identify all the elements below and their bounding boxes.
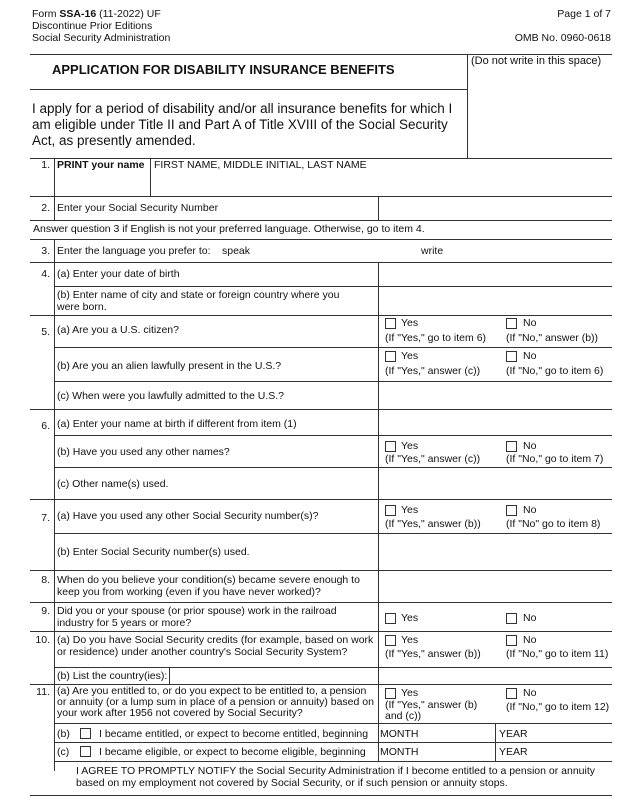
intro-statement: I apply for a period of disability and/or all insurance benefits for which I am eligible under Title II and Part A of Title XVIII of the Social Security Act, as presently amended.: [32, 101, 453, 148]
name-input[interactable]: [151, 172, 611, 194]
agency-name: Social Security Administration: [32, 32, 171, 44]
q5b-label: (b) Are you an alien lawfully present in the U.S.?: [57, 360, 282, 372]
other-ssn-input[interactable]: [380, 534, 610, 569]
other-names-input[interactable]: [380, 468, 610, 498]
q11a-no-checkbox[interactable]: [506, 688, 517, 699]
q6a-label: (a) Enter your name at birth if different from item (1): [57, 418, 297, 430]
q11a-no-label: No: [523, 687, 537, 699]
q10b-label: (b) List the country(ies):: [57, 670, 168, 682]
q9-yes-label: Yes: [401, 612, 419, 624]
q10a-no-label: No: [523, 634, 537, 646]
omb-number: OMB No. 0960-0618: [514, 32, 611, 44]
q7a-no-note: (If "No" go to item 8): [506, 518, 601, 530]
birthplace-input[interactable]: [380, 287, 610, 314]
q2-number: 2.: [41, 202, 50, 214]
q6b-no-note: (If "No," go to item 7): [506, 453, 604, 465]
q3-instruction: Answer question 3 if English is not your preferred language. Otherwise, go to item 4.: [33, 223, 425, 235]
q8-number: 8.: [41, 574, 50, 586]
q11b-label: I became entitled, or expect to become entitled, beginning: [99, 728, 369, 740]
form-number: Form SSA-16 (11-2022) UF: [32, 8, 161, 20]
q11b-checkbox[interactable]: [80, 728, 91, 739]
q5a-no-note: (If "No," answer (b)): [506, 332, 599, 344]
q9-no-label: No: [523, 612, 537, 624]
q6c-label: (c) Other name(s) used.: [57, 478, 169, 490]
q7a-yes-checkbox[interactable]: [385, 505, 396, 516]
q10a-no-checkbox[interactable]: [506, 635, 517, 646]
write-label: write: [421, 245, 444, 257]
dob-input[interactable]: [380, 263, 610, 285]
q3-number: 3.: [41, 245, 50, 257]
q5b-no-note: (If "No," go to item 6): [506, 365, 604, 377]
q5a-yes-label: Yes: [401, 317, 419, 329]
q11-number: 11.: [36, 686, 50, 698]
q11c-year-input[interactable]: [530, 744, 610, 759]
q3-label: Enter the language you prefer to:: [57, 245, 211, 257]
q11c-year-label: YEAR: [499, 746, 528, 758]
page-number: Page 1 of 7: [557, 8, 611, 20]
q4a-label: (a) Enter your date of birth: [57, 268, 180, 280]
q11a-yes-label: Yes: [401, 687, 419, 699]
ssn-input[interactable]: [380, 197, 610, 219]
q11a-label: (a) Are you entitled to, or do you expect to be entitled to, a pension or annuity (or a lump sum in place of a pension or annuity) based on your work after 1956 not covered by Social Security?: [57, 685, 374, 719]
q4b-label: (b) Enter name of city and state or foreign country where you were born.: [57, 289, 340, 313]
q7-number: 7.: [41, 512, 50, 524]
q5b-no-checkbox[interactable]: [506, 351, 517, 362]
pension-notify-agreement: I AGREE TO PROMPTLY NOTIFY the Social Security Administration if I become entitled to a pension or annuity based on my employment not covered by Social Security, or if such pension or annuity stops.: [76, 765, 596, 789]
q5a-label: (a) Are you a U.S. citizen?: [57, 324, 179, 336]
q1-hint: FIRST NAME, MIDDLE INITIAL, LAST NAME: [154, 159, 367, 171]
q5b-yes-note: (If "Yes," answer (c)): [385, 365, 481, 377]
q11b-letter: (b): [57, 728, 70, 740]
q5c-label: (c) When were you lawfully admitted to the U.S.?: [57, 390, 285, 402]
q10a-yes-note: (If "Yes," answer (b)): [385, 648, 481, 660]
q6b-yes-note: (If "Yes," answer (c)): [385, 453, 481, 465]
q7a-no-label: No: [523, 504, 537, 516]
admission-date-input[interactable]: [380, 382, 610, 408]
write-language-input[interactable]: [450, 242, 610, 259]
q5b-yes-label: Yes: [401, 350, 419, 362]
q7a-label: (a) Have you used any other Social Security number(s)?: [57, 510, 319, 522]
q1-label: PRINT your name: [57, 159, 145, 171]
countries-input[interactable]: [171, 668, 610, 683]
q10-number: 10.: [35, 634, 50, 646]
q11b-month-label: MONTH: [380, 728, 419, 740]
birth-name-input[interactable]: [380, 410, 610, 434]
q6-number: 6.: [41, 420, 50, 432]
q4-number: 4.: [41, 268, 50, 280]
q11c-label: I became eligible, or expect to become eligible, beginning: [99, 746, 366, 758]
q7a-no-checkbox[interactable]: [506, 505, 517, 516]
q6b-yes-label: Yes: [401, 440, 419, 452]
q1-number: 1.: [41, 159, 50, 171]
q9-yes-checkbox[interactable]: [385, 613, 396, 624]
onset-date-input[interactable]: [380, 571, 610, 601]
q10a-yes-label: Yes: [401, 634, 419, 646]
q5a-yes-note: (If "Yes," go to item 6): [385, 332, 487, 344]
q6b-no-label: No: [523, 440, 537, 452]
q5b-no-label: No: [523, 350, 537, 362]
speak-language-input[interactable]: [258, 242, 408, 259]
q11c-month-label: MONTH: [380, 746, 419, 758]
q7a-yes-note: (If "Yes," answer (b)): [385, 518, 481, 530]
q8-label: When do you believe your condition(s) became severe enough to keep you from working (even if you have never worked)?: [57, 574, 360, 598]
q6b-yes-checkbox[interactable]: [385, 441, 396, 452]
office-use-label: (Do not write in this space): [471, 55, 602, 67]
discontinue-note: Discontinue Prior Editions: [32, 20, 153, 32]
q9-number: 9.: [41, 605, 50, 617]
q7a-yes-label: Yes: [401, 504, 419, 516]
q2-label: Enter your Social Security Number: [57, 202, 219, 214]
q5-number: 5.: [41, 326, 50, 338]
q5a-yes-checkbox[interactable]: [385, 318, 396, 329]
q11c-checkbox[interactable]: [80, 746, 91, 757]
q11c-letter: (c): [57, 746, 70, 758]
q9-label: Did you or your spouse (or prior spouse) work in the railroad industry for 5 years or more?: [57, 605, 337, 629]
q10a-label: (a) Do you have Social Security credits (for example, based on work or residence) under another country's Social Security System?: [57, 634, 374, 658]
q7b-label: (b) Enter Social Security number(s) used.: [57, 546, 250, 558]
q11a-yes-note: (If "Yes," answer (b) and (c)): [385, 699, 478, 722]
q11b-year-input[interactable]: [530, 725, 610, 740]
q11a-no-note: (If "No," go to item 12): [506, 701, 610, 713]
q11b-year-label: YEAR: [499, 728, 528, 740]
speak-label: speak: [222, 245, 251, 257]
q5a-no-checkbox[interactable]: [506, 318, 517, 329]
q5b-yes-checkbox[interactable]: [385, 351, 396, 362]
page-title: APPLICATION FOR DISABILITY INSURANCE BENEFITS: [52, 62, 395, 77]
q11c-month-input[interactable]: [420, 744, 492, 759]
q6b-label: (b) Have you used any other names?: [57, 446, 230, 458]
q10a-yes-checkbox[interactable]: [385, 635, 396, 646]
q6b-no-checkbox[interactable]: [506, 441, 517, 452]
q11b-month-input[interactable]: [420, 725, 492, 740]
q10a-no-note: (If "No," go to item 11): [506, 648, 609, 660]
q5a-no-label: No: [523, 317, 537, 329]
q11a-yes-checkbox[interactable]: [385, 688, 396, 699]
q9-no-checkbox[interactable]: [506, 613, 517, 624]
